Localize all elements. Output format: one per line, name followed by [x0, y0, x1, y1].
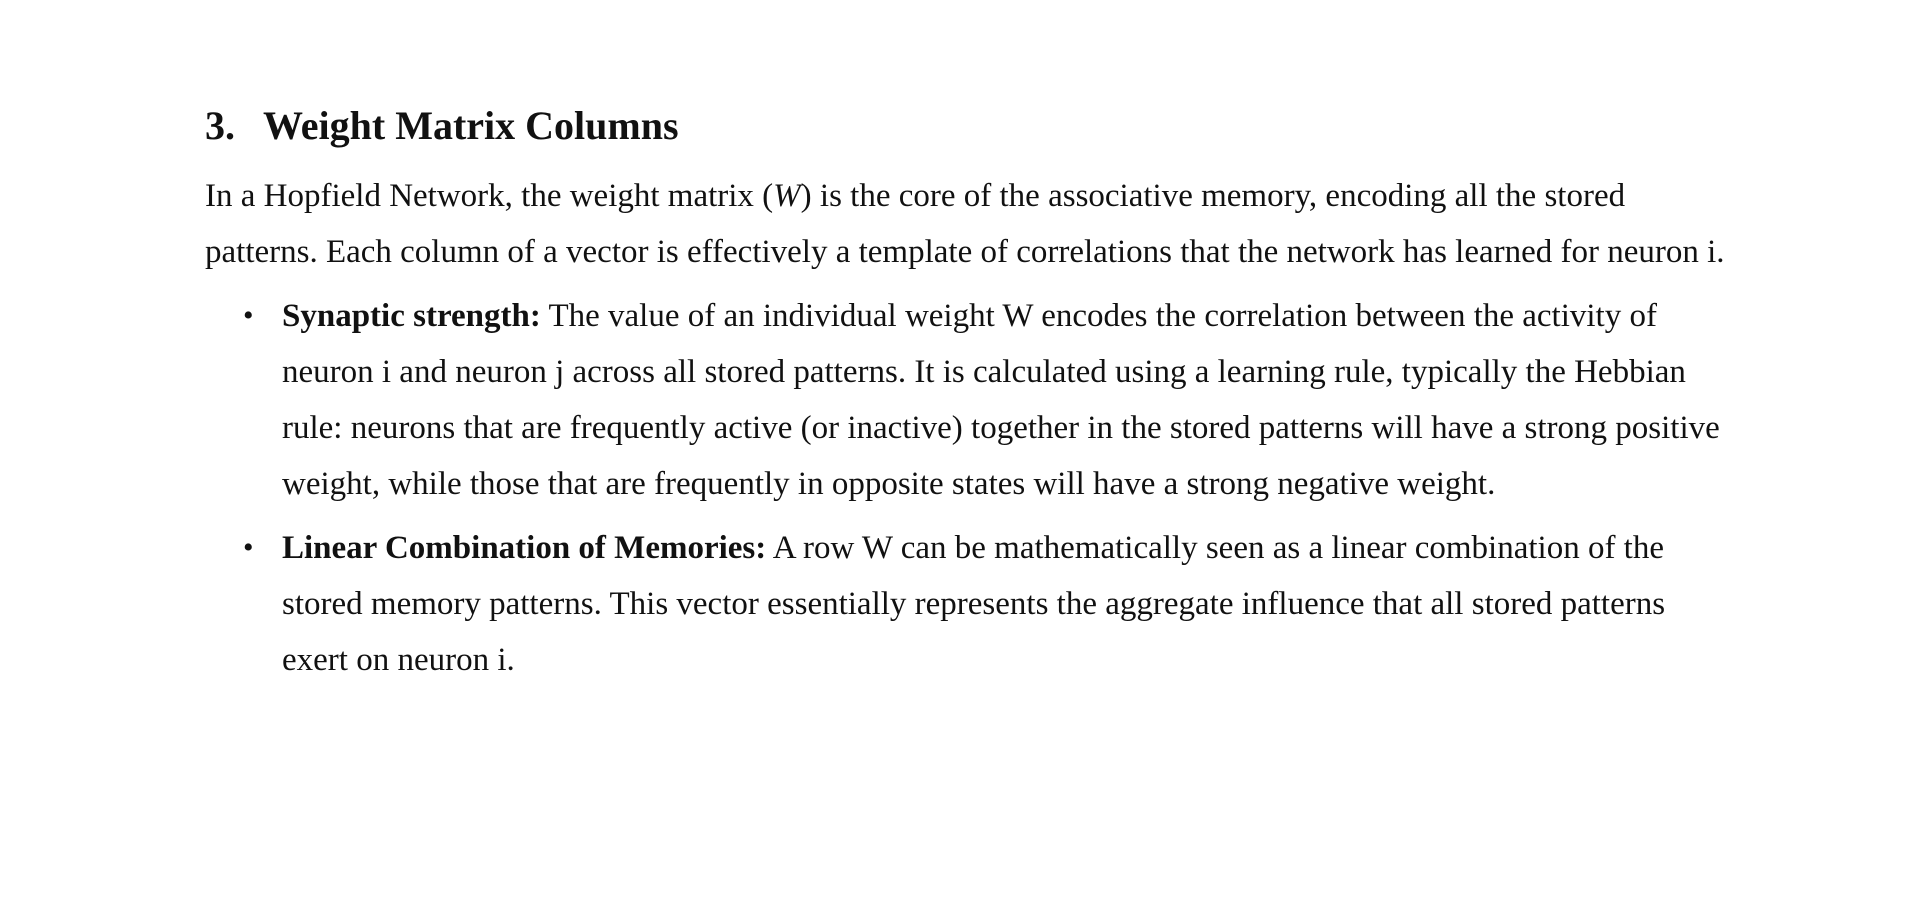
section-number: 3. [205, 103, 235, 148]
intro-paragraph [205, 168, 1725, 280]
bullet-term: Linear Combination of Memories: [282, 530, 767, 566]
bullet-text: The value of an individual weight W encodes the correlation between the activity of neuron i and neuron j across all stored patterns. It is calculated using a learning rule, typically the Hebbian rule: neurons that are frequently active (or inactive) together in the stored patterns will have a strong positive weight, while those that are frequently in opposite states will have a strong negative weight. [282, 298, 1720, 502]
bullet-term: Synaptic strength: [282, 298, 541, 334]
intro-text-end: ) is the core of the associative memory, encoding all the stored patterns. Each column of a vector is effectively a template of correlations that the network has learned for neuron i. [205, 178, 1725, 270]
list-item-synaptic-strength [205, 288, 1722, 512]
list-item-linear-combination [205, 520, 1722, 688]
bullet-text: A row W can be mathematically seen as a linear combination of the stored memory patterns. This vector essentially represents the aggregate influence that all stored patterns exert on neuron i. [282, 530, 1666, 678]
bullet-marker: • [243, 299, 254, 332]
bullet-list [205, 288, 1725, 688]
section-title: Weight Matrix Columns [263, 103, 679, 148]
bullet-marker: • [243, 531, 254, 564]
weight-matrix-symbol: W [773, 178, 801, 214]
section-heading [205, 100, 1725, 152]
document-page [205, 100, 1725, 696]
intro-text-start: In a Hopfield Network, the weight matrix ( [205, 178, 774, 214]
